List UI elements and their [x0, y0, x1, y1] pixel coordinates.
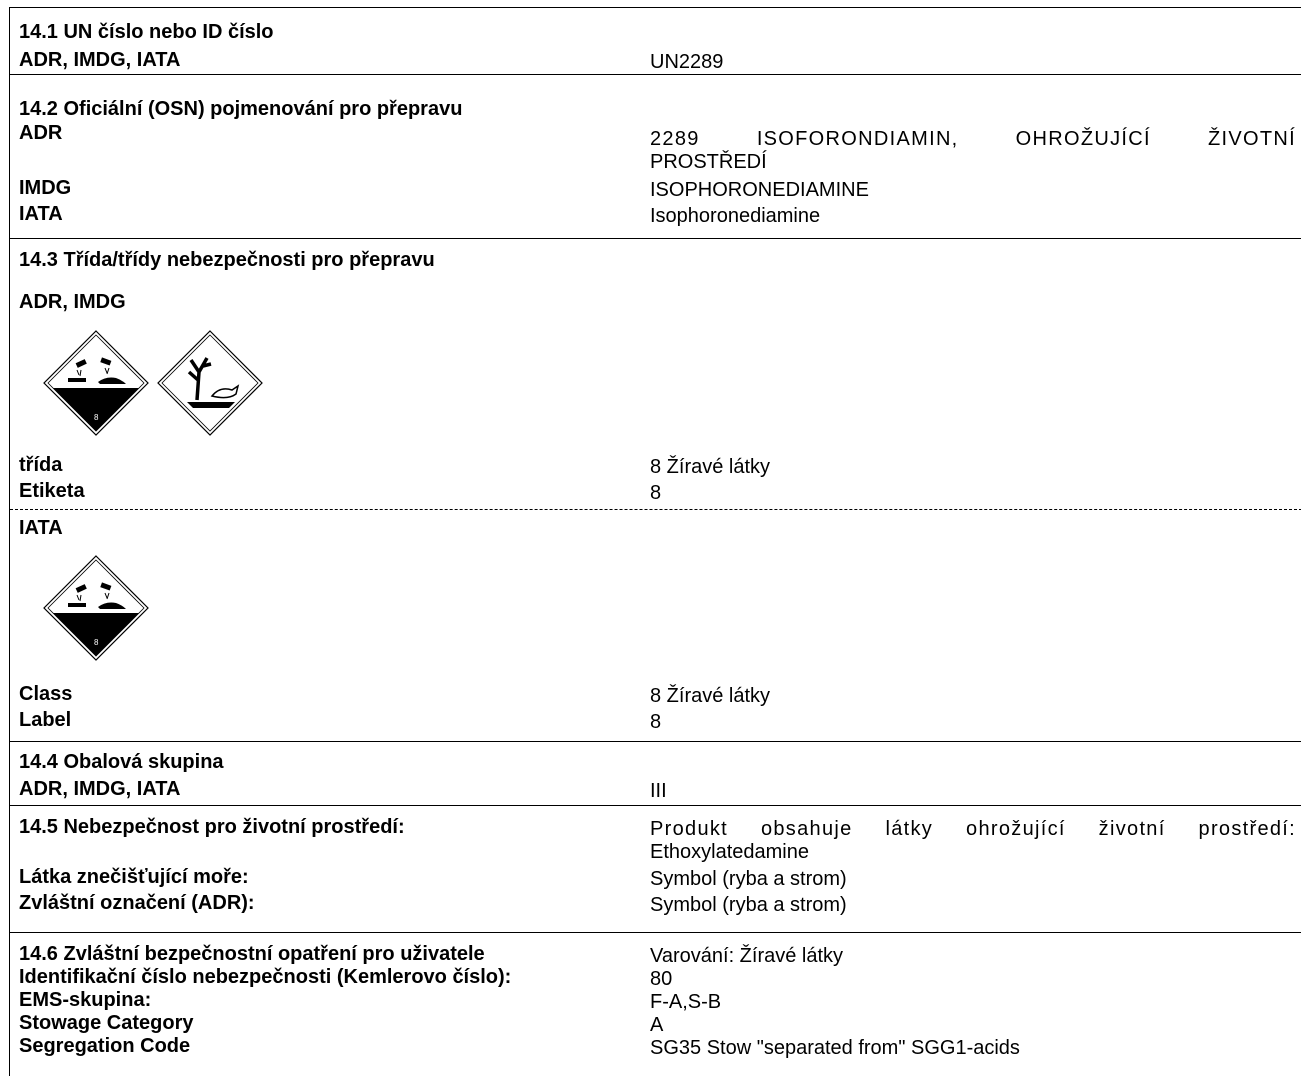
section-heading: 14.4 Obalová skupina [19, 751, 224, 773]
corrosive-pictogram-icon [43, 330, 149, 436]
field-label: IATA [19, 517, 63, 539]
field-value: 2289 ISOFORONDIAMIN, OHROŽUJÍCÍ ŽIVOTNÍ [650, 128, 1296, 150]
field-label: IMDG [19, 177, 72, 199]
field-value: A [650, 1014, 664, 1036]
field-value: 8 [650, 711, 662, 733]
field-label: ADR, IMDG [19, 291, 126, 313]
section-14-6 [10, 933, 1301, 1076]
field-value: SG35 Stow "separated from" SGG1-acids [650, 1037, 1020, 1059]
field-label: Segregation Code [19, 1035, 191, 1057]
field-value: Symbol (ryba a strom) [650, 868, 847, 890]
field-value: Symbol (ryba a strom) [650, 894, 847, 916]
field-value: ISOPHORONEDIAMINE [650, 179, 869, 201]
field-label: Label [19, 709, 72, 731]
section-14-2 [10, 75, 1301, 239]
field-label: Stowage Category [19, 1012, 194, 1034]
field-label: Etiketa [19, 480, 85, 502]
section-14-5 [10, 806, 1301, 933]
field-value: 8 Žíravé látky [650, 685, 771, 707]
section-14-1 [10, 8, 1301, 75]
section-heading: 14.6 Zvláštní bezpečnostní opatření pro uživatele [19, 943, 485, 965]
field-value: Ethoxylatedamine [650, 841, 809, 863]
field-label: třída [19, 454, 63, 476]
section-heading: 14.1 UN číslo nebo ID číslo [19, 21, 274, 43]
environment-pictogram-icon [157, 330, 263, 436]
field-label: ADR, IMDG, IATA [19, 778, 181, 800]
field-label: EMS-skupina: [19, 989, 152, 1011]
field-value: 8 Žíravé látky [650, 456, 771, 478]
field-label: Class [19, 683, 73, 705]
svg-text:8: 8 [94, 413, 99, 422]
section-heading: 14.5 Nebezpečnost pro životní prostředí: [19, 816, 405, 838]
corrosive-pictogram-icon [43, 555, 149, 661]
field-value: III [650, 780, 667, 802]
section-heading: 14.3 Třída/třídy nebezpečnosti pro přepravu [19, 249, 435, 271]
field-value: F-A,S-B [650, 991, 722, 1013]
section-14-3-iata [10, 510, 1301, 742]
field-value: PROSTŘEDÍ [650, 151, 767, 173]
section-14-3-adr-imdg [10, 239, 1301, 509]
transport-information-table [9, 7, 1301, 1076]
field-value: 80 [650, 968, 673, 990]
field-label: Identifikační číslo nebezpečnosti (Kemlerovo číslo): [19, 966, 512, 988]
field-value: 8 [650, 482, 662, 504]
field-value: Varování: Žíravé látky [650, 945, 844, 967]
field-value: Produkt obsahuje látky ohrožující životní prostředí: [650, 818, 1296, 840]
field-label: Látka znečišťující moře: [19, 866, 249, 888]
section-14-4 [10, 742, 1301, 806]
svg-text:8: 8 [94, 638, 99, 647]
field-label: ADR [19, 122, 63, 144]
field-label: ADR, IMDG, IATA [19, 49, 181, 71]
field-label: Zvláštní označení (ADR): [19, 892, 255, 914]
section-heading: 14.2 Oficiální (OSN) pojmenování pro přepravu [19, 98, 463, 120]
field-value: UN2289 [650, 51, 724, 73]
field-label: IATA [19, 203, 63, 225]
field-value: Isophoronediamine [650, 205, 821, 227]
